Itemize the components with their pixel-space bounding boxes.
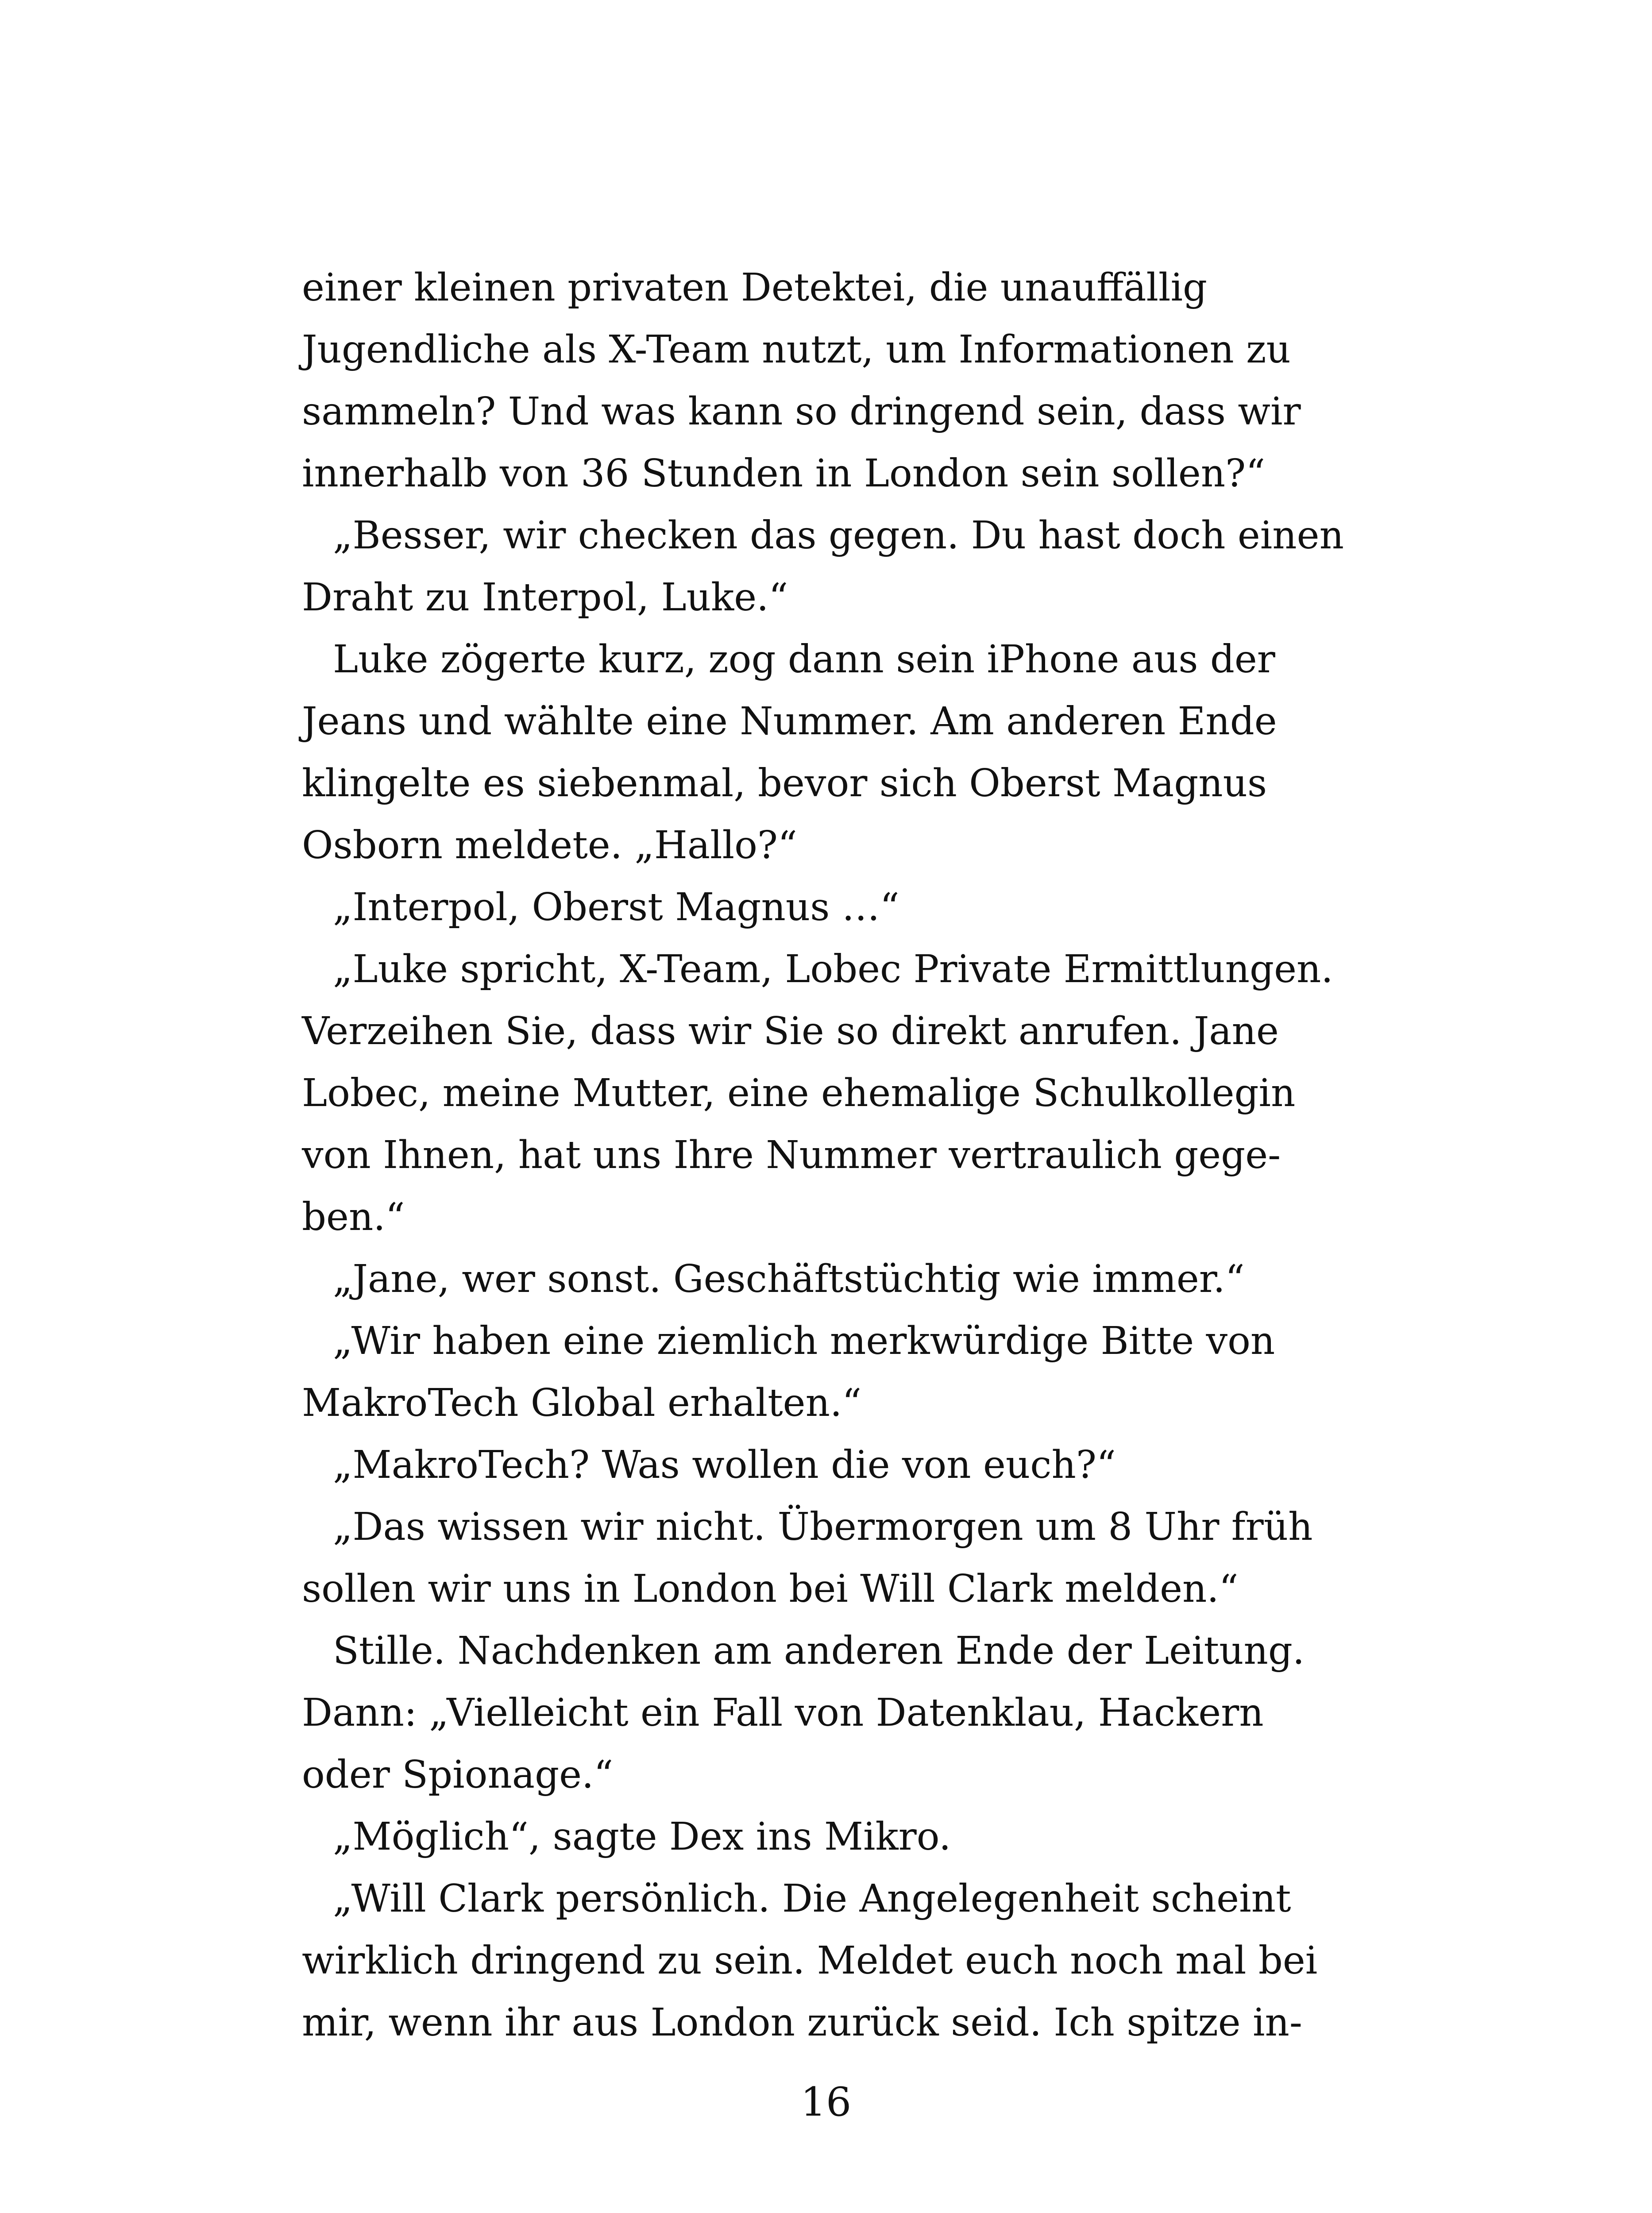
text-line: „Möglich“, sagte Dex ins Mikro. bbox=[333, 1815, 951, 1859]
text-line: ben.“ bbox=[302, 1195, 405, 1239]
text-line: MakroTech Global erhalten.“ bbox=[302, 1381, 862, 1425]
text-line: „Wir haben eine ziemlich merkwürdige Bitte von bbox=[333, 1319, 1275, 1363]
text-line: Luke zögerte kurz, zog dann sein iPhone aus der bbox=[333, 637, 1275, 682]
text-line: „Interpol, Oberst Magnus …“ bbox=[333, 885, 899, 929]
text-line: mir, wenn ihr aus London zurück seid. Ich spitze in- bbox=[302, 2001, 1302, 2045]
text-line: „Jane, wer sonst. Geschäftstüchtig wie immer.“ bbox=[333, 1257, 1245, 1301]
text-line: wirklich dringend zu sein. Meldet euch noch mal bei bbox=[302, 1939, 1318, 1983]
text-line: von Ihnen, hat uns Ihre Nummer vertraulich gege- bbox=[302, 1133, 1281, 1177]
body-text bbox=[302, 257, 1355, 2054]
text-line: Osborn meldete. „Hallo?“ bbox=[302, 823, 798, 867]
text-line: sammeln? Und was kann so dringend sein, dass wir bbox=[302, 389, 1301, 434]
text-line: Jugendliche als X-Team nutzt, um Informationen zu bbox=[302, 328, 1291, 372]
text-line: „MakroTech? Was wollen die von euch?“ bbox=[333, 1443, 1116, 1487]
text-line: „Will Clark persönlich. Die Angelegenheit scheint bbox=[333, 1877, 1291, 1921]
text-line: „Besser, wir checken das gegen. Du hast doch einen bbox=[333, 513, 1344, 558]
text-line: „Luke spricht, X-Team, Lobec Private Ermittlungen. bbox=[333, 947, 1333, 991]
text-line: Dann: „Vielleicht ein Fall von Datenklau, Hackern bbox=[302, 1691, 1264, 1735]
page-number: 16 bbox=[800, 2079, 852, 2125]
text-line: sollen wir uns in London bei Will Clark melden.“ bbox=[302, 1567, 1239, 1611]
text-line: Draht zu Interpol, Luke.“ bbox=[302, 575, 788, 620]
text-line: „Das wissen wir nicht. Übermorgen um 8 Uhr früh bbox=[333, 1505, 1313, 1549]
text-line: Stille. Nachdenken am anderen Ende der Leitung. bbox=[333, 1629, 1305, 1673]
text-line: Lobec, meine Mutter, eine ehemalige Schulkollegin bbox=[302, 1071, 1296, 1115]
text-line: oder Spionage.“ bbox=[302, 1753, 614, 1797]
text-line: innerhalb von 36 Stunden in London sein sollen?“ bbox=[302, 451, 1266, 496]
text-line: Verzeihen Sie, dass wir Sie so direkt anrufen. Jane bbox=[302, 1009, 1279, 1053]
text-line: einer kleinen privaten Detektei, die unauffällig bbox=[302, 266, 1208, 310]
text-line: klingelte es siebenmal, bevor sich Oberst Magnus bbox=[302, 761, 1267, 806]
text-line: Jeans und wählte eine Nummer. Am anderen Ende bbox=[302, 699, 1277, 744]
